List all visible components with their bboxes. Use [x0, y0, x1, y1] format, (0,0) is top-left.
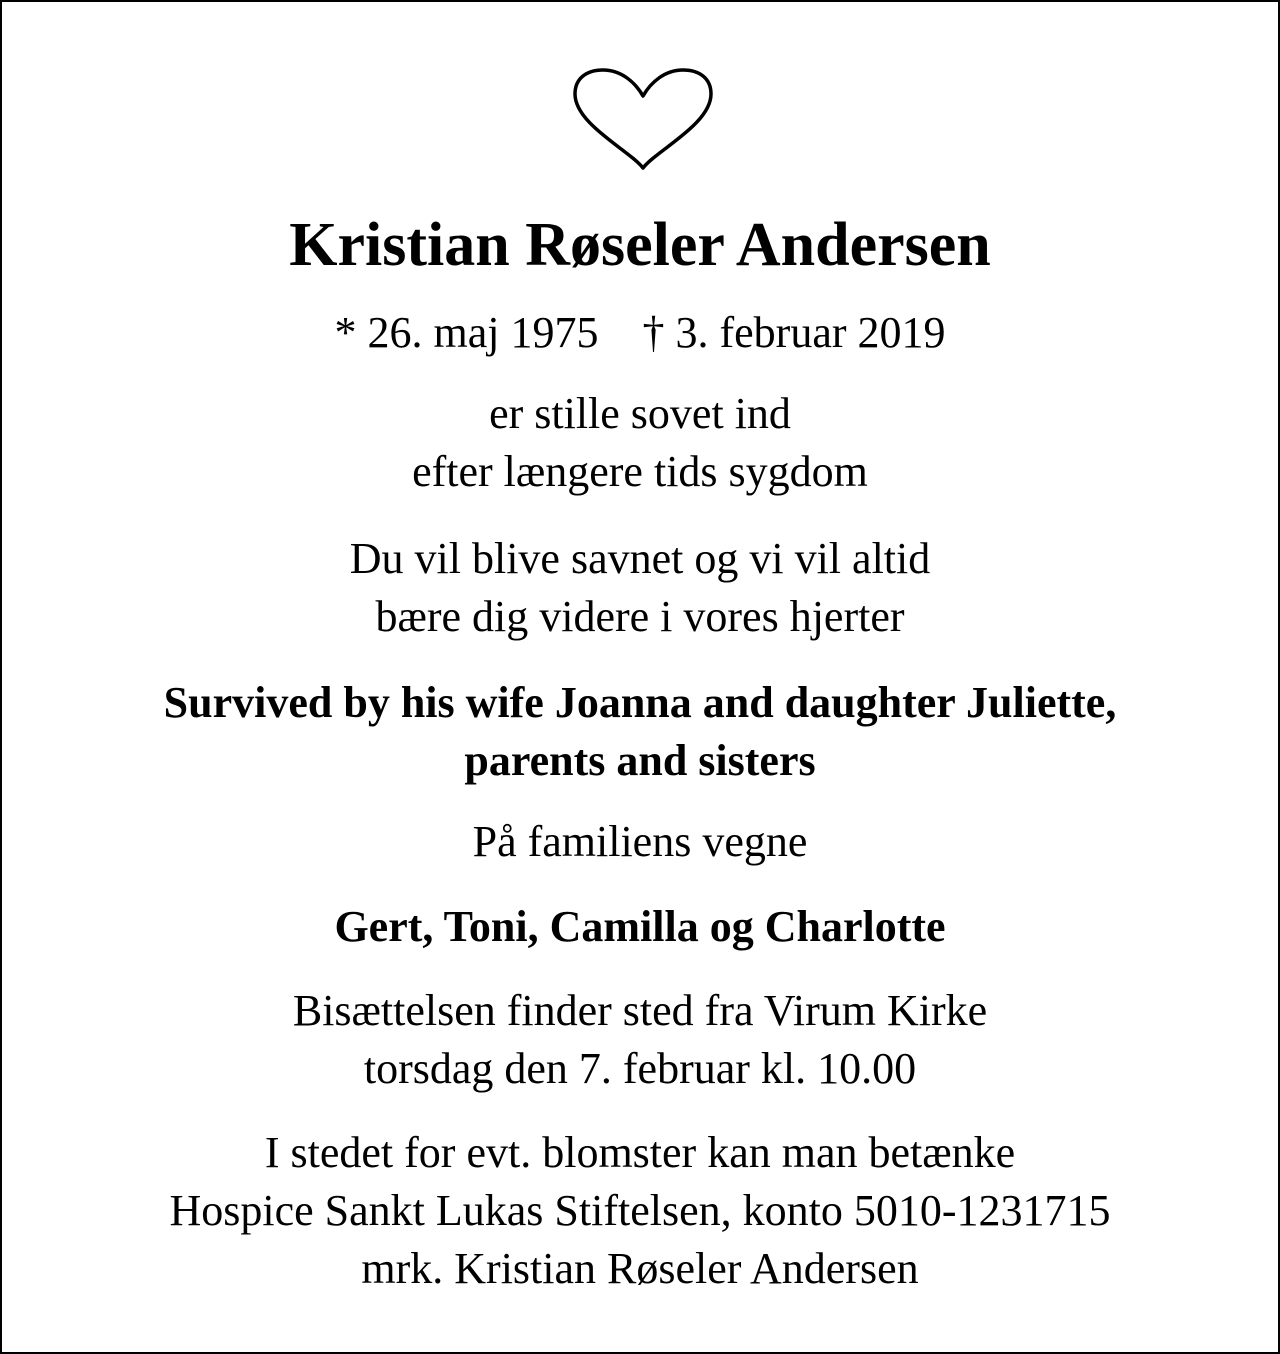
text-line: parents and sisters — [464, 736, 816, 785]
memorial-text — [2, 530, 1278, 646]
donation-info — [2, 1124, 1278, 1298]
text-line: mrk. Kristian Røseler Andersen — [361, 1244, 919, 1293]
text-line: er stille sovet ind — [489, 389, 791, 438]
on-behalf-text: På familiens vegne — [472, 817, 808, 866]
death-date: † 3. februar 2019 — [642, 308, 946, 357]
text-line: I stedet for evt. blomster kan man betænke — [264, 1128, 1016, 1177]
text-line: bære dig videre i vores hjerter — [375, 592, 905, 641]
text-line: Bisættelsen finder sted fra Virum Kirke — [292, 986, 988, 1035]
life-dates — [2, 307, 1278, 359]
funeral-info — [2, 982, 1278, 1098]
text-line: Survived by his wife Joanna and daughter Juliette, — [163, 678, 1117, 727]
text-line: Hospice Sankt Lukas Stiftelsen, konto 5010-1231715 — [169, 1186, 1111, 1235]
birth-date: * 26. maj 1975 — [334, 308, 599, 357]
heart-icon — [569, 66, 717, 172]
signatories: Gert, Toni, Camilla og Charlotte — [334, 902, 946, 951]
passing-text — [2, 385, 1278, 501]
text-line: efter længere tids sygdom — [412, 447, 868, 496]
survived-by — [2, 674, 1278, 790]
text-line: torsdag den 7. februar kl. 10.00 — [363, 1044, 917, 1093]
deceased-name: Kristian Røseler Andersen — [289, 211, 991, 279]
text-line: Du vil blive savnet og vi vil altid — [349, 534, 931, 583]
